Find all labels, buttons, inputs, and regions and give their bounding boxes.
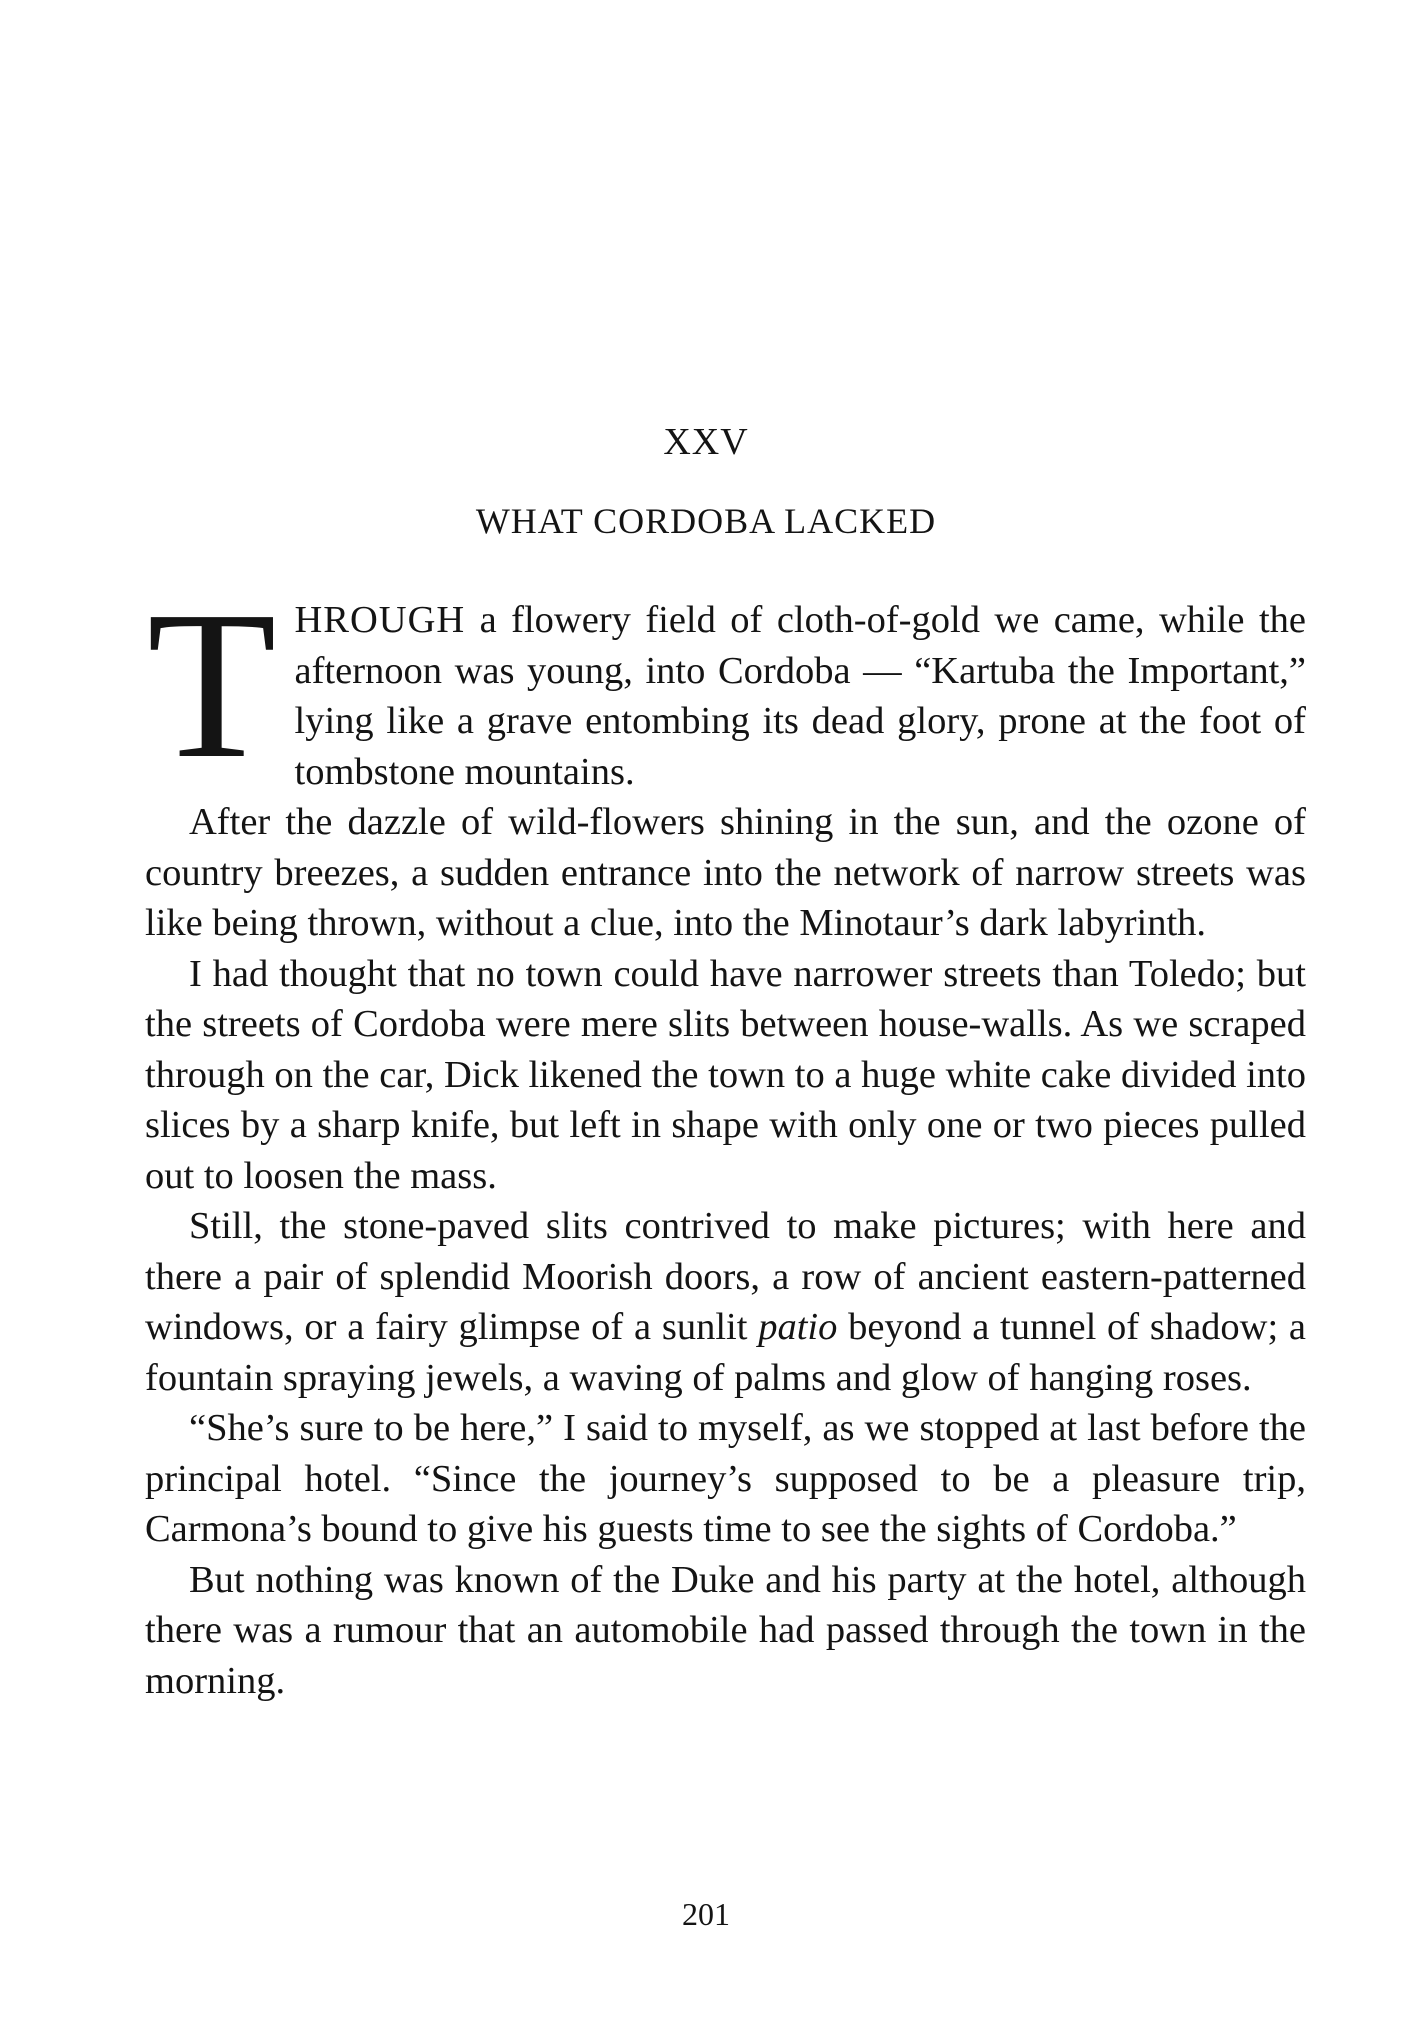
paragraph-4-italic: patio bbox=[758, 1306, 838, 1348]
page-number: 201 bbox=[682, 1896, 730, 1932]
paragraph-6: But nothing was known of the Duke and his party at the hotel, although there was a rumour that an automobile had passed through the town in the morning. bbox=[145, 1558, 1306, 1702]
paragraph-2: After the dazzle of wild-flowers shining in the sun, and the ozone of country breezes, a sudden entrance into the network of narrow streets was like being thrown, without a clue, into the Minotaur’s dark labyrinth. bbox=[145, 801, 1306, 944]
paragraph-4 bbox=[145, 1201, 1306, 1403]
chapter-title: WHAT CORDOBA LACKED bbox=[475, 501, 937, 541]
chapter-number: XXV bbox=[663, 421, 749, 463]
chapter-body bbox=[145, 567, 1307, 1706]
drop-cap: T bbox=[147, 567, 277, 802]
paragraph-4-text-after: beyond a tunnel of shadow; a fountain spraying jewels, a waving of palms and glow of hanging roses. bbox=[145, 1306, 1307, 1399]
paragraph-5: “She’s sure to be here,” I said to myself, as we stopped at last before the principal hotel. “Since the journey’s supposed to be a pleasure trip, Carmona’s bound to give his guests time to see the sights of Cordoba.” bbox=[145, 1407, 1306, 1550]
paragraph-4-text-before: Still, the stone-paved slits contrived to make pictures; with here and there a pair of splendid Moorish doors, a row of ancient eastern-patterned windows, or a fairy glimpse of a sunlit bbox=[145, 1205, 1306, 1348]
paragraph-3: I had thought that no town could have narrower streets than Toledo; but the streets of Cordoba were mere slits between house-walls. As we scraped through on the car, Dick likened the town to a huge white cake divided into slices by a sharp knife, but left in shape with only one or two pieces pulled out to loosen the mass. bbox=[145, 952, 1306, 1197]
opening-smallcaps: HROUGH bbox=[294, 599, 466, 641]
paragraph-1-text: a flowery field of cloth-of-gold we came, while the afternoon was young, into Cordoba — “Kartuba the Important,” lying like a grave entombing its dead glory, prone at the foot of tombstone mountains. bbox=[294, 599, 1306, 793]
paragraph-1 bbox=[145, 567, 1306, 802]
